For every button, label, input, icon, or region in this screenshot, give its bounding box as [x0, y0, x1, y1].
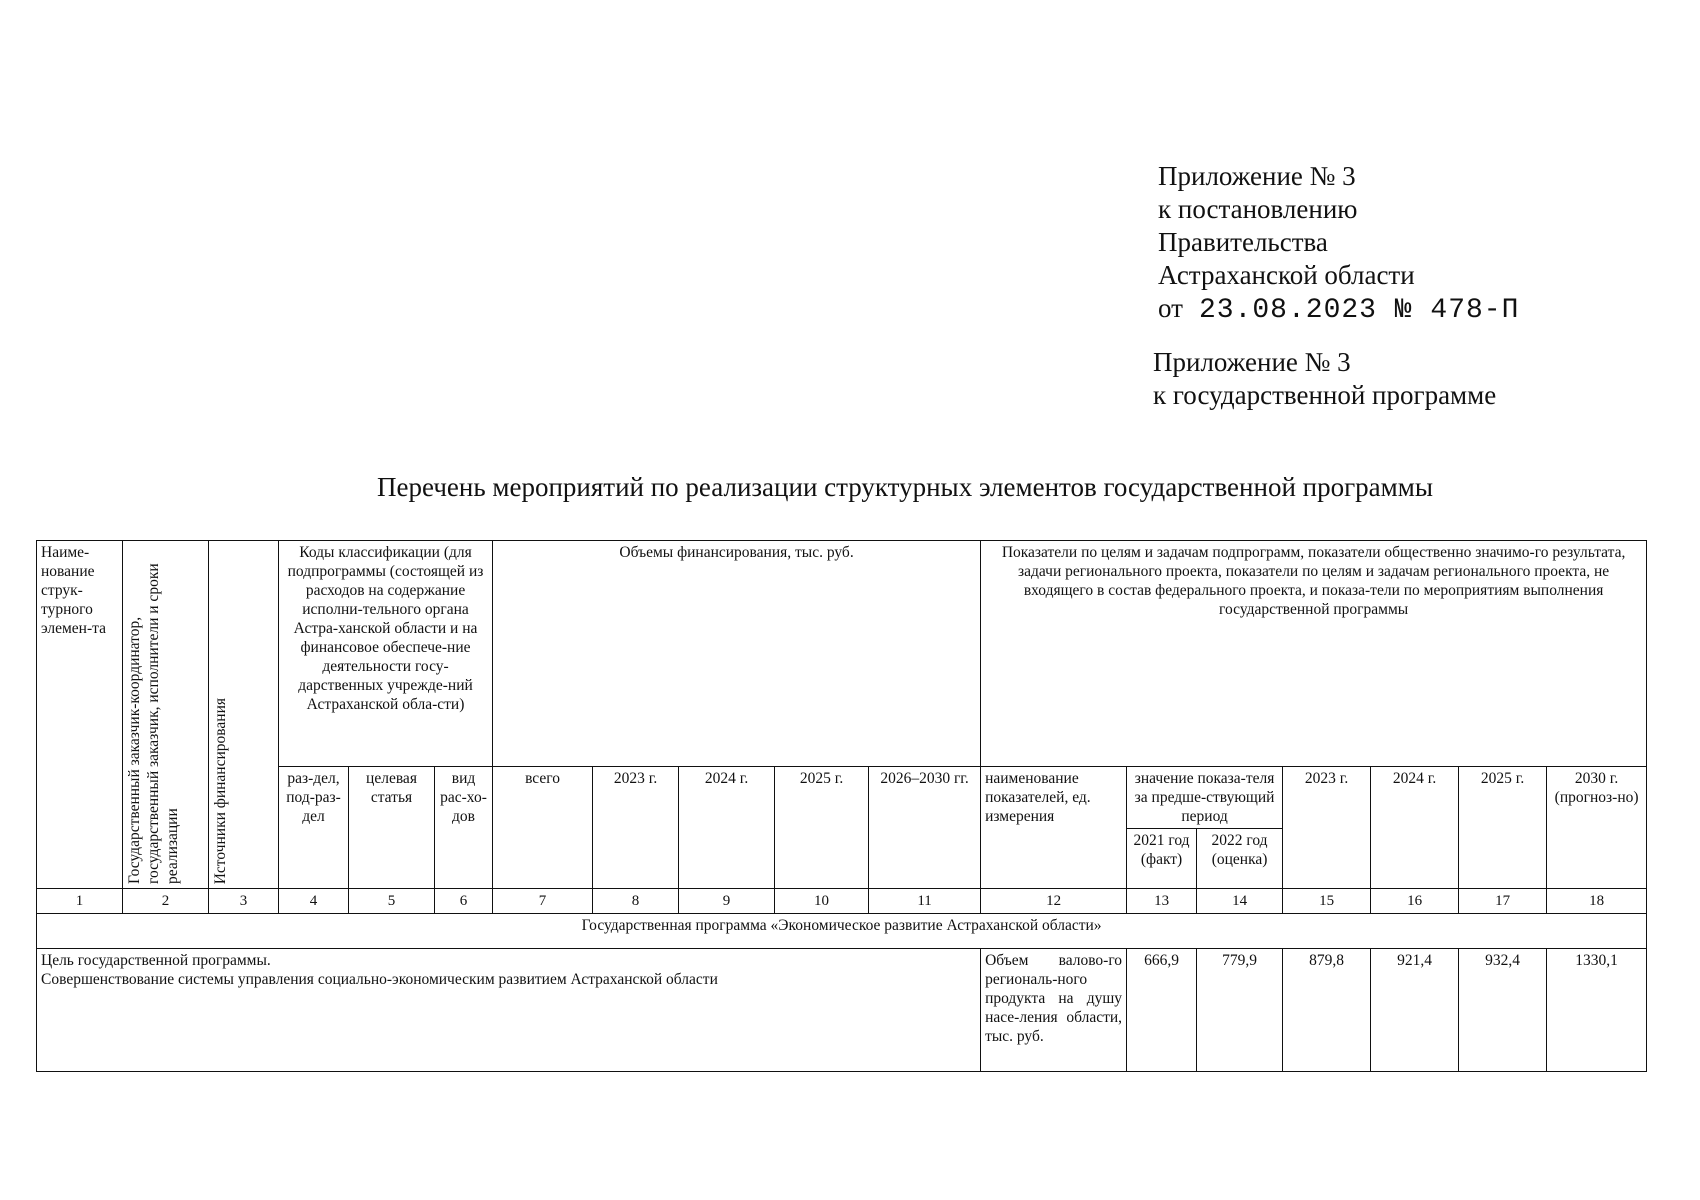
annex-line-1: Приложение № 3	[1158, 161, 1356, 191]
column-number: 15	[1283, 889, 1371, 914]
column-number: 18	[1547, 889, 1647, 914]
column-number: 17	[1459, 889, 1547, 914]
header-customer	[123, 541, 209, 889]
program-title: Государственная программа «Экономическое развитие Астраханской области»	[37, 914, 1647, 949]
column-number: 9	[679, 889, 775, 914]
goal-indicator: Объем валово-го региональ-ного продукта на душу насе-ления области, тыс. руб.	[981, 949, 1127, 1072]
goal-value-2023: 879,8	[1283, 949, 1371, 1072]
column-number: 16	[1371, 889, 1459, 914]
header-2022: 2022 год (оценка)	[1197, 829, 1283, 889]
goal-value-2022: 779,9	[1197, 949, 1283, 1072]
goal-text	[37, 949, 981, 1072]
header-sources-text: Источники финансирования	[212, 697, 229, 884]
header-indicators: Показатели по целям и задачам подпрограмм, показатели общественно значимо-го результата, задачи регионального проекта, показатели по целям и задачам регионального проекта, не входящего в состав федерального проекта, и показа-тели по мероприятиям выполнения государственной программы	[981, 541, 1647, 767]
goal-value-2025: 932,4	[1459, 949, 1547, 1072]
header-2026-2030: 2026–2030 гг.	[869, 767, 981, 889]
column-number: 14	[1197, 889, 1283, 914]
annex2-line-1: Приложение № 3	[1153, 347, 1351, 377]
column-number-row	[37, 889, 1647, 914]
column-number: 13	[1127, 889, 1197, 914]
header-row-mid	[37, 767, 1647, 829]
header-target-item: целевая статья	[349, 767, 435, 889]
header-element-name: Наиме-нование струк-турного элемен-та	[37, 541, 123, 889]
annex-line-2: к постановлению	[1158, 194, 1358, 224]
goal-line-1: Цель государственной программы.	[41, 952, 271, 969]
header-expense-type: вид рас-хо-дов	[435, 767, 493, 889]
header-ind-2030: 2030 г. (прогноз-но)	[1547, 767, 1647, 889]
column-number: 6	[435, 889, 493, 914]
header-codes: Коды классификации (для подпрограммы (состоящей из расходов на содержание исполни-тельного органа Астра-ханской области и на финансовое обеспече-ние деятельности госу-дарственных учрежде-ний Астраханской обла-сти)	[279, 541, 493, 767]
column-number: 11	[869, 889, 981, 914]
header-2023: 2023 г.	[593, 767, 679, 889]
header-volumes: Объемы финансирования, тыс. руб.	[493, 541, 981, 767]
measures-table	[36, 540, 1647, 1072]
goal-row	[37, 949, 1647, 1072]
header-row-top	[37, 541, 1647, 767]
column-number: 12	[981, 889, 1127, 914]
header-ind-2023: 2023 г.	[1283, 767, 1371, 889]
header-prev-period: значение показа-теля за предше-ствующий период	[1127, 767, 1283, 829]
header-2024: 2024 г.	[679, 767, 775, 889]
annex-date-prefix: от	[1158, 293, 1183, 323]
column-number: 1	[37, 889, 123, 914]
goal-line-2: Совершенствование системы управления социально-экономическим развитием Астраханской области	[41, 971, 718, 988]
column-number: 8	[593, 889, 679, 914]
header-2025: 2025 г.	[775, 767, 869, 889]
header-sources	[209, 541, 279, 889]
annex-block	[1158, 160, 1519, 327]
column-number: 3	[209, 889, 279, 914]
column-number: 2	[123, 889, 209, 914]
header-indicator-name: наименование показателей, ед. измерения	[981, 767, 1127, 889]
annex-date-line	[1158, 292, 1519, 327]
header-customer-text: Государственный заказчик-координатор, государственный заказчик, исполнители и сроки реализации	[126, 563, 181, 884]
annex2-block	[1153, 346, 1496, 412]
column-number: 4	[279, 889, 349, 914]
goal-value-2030: 1330,1	[1547, 949, 1647, 1072]
page-title: Перечень мероприятий по реализации структурных элементов государственной программы	[377, 472, 1433, 502]
annex2-line-2: к государственной программе	[1153, 380, 1497, 410]
program-row	[37, 914, 1647, 949]
header-total: всего	[493, 767, 593, 889]
goal-value-2024: 921,4	[1371, 949, 1459, 1072]
annex-line-4: Астраханской области	[1158, 260, 1415, 290]
column-number: 10	[775, 889, 869, 914]
annex-line-3: Правительства	[1158, 227, 1328, 257]
annex-date-number: 23.08.2023 № 478-П	[1198, 295, 1520, 326]
header-2021: 2021 год (факт)	[1127, 829, 1197, 889]
header-ind-2024: 2024 г.	[1371, 767, 1459, 889]
header-ind-2025: 2025 г.	[1459, 767, 1547, 889]
column-number: 5	[349, 889, 435, 914]
header-section: раз-дел, под-раз-дел	[279, 767, 349, 889]
column-number: 7	[493, 889, 593, 914]
goal-value-2021: 666,9	[1127, 949, 1197, 1072]
